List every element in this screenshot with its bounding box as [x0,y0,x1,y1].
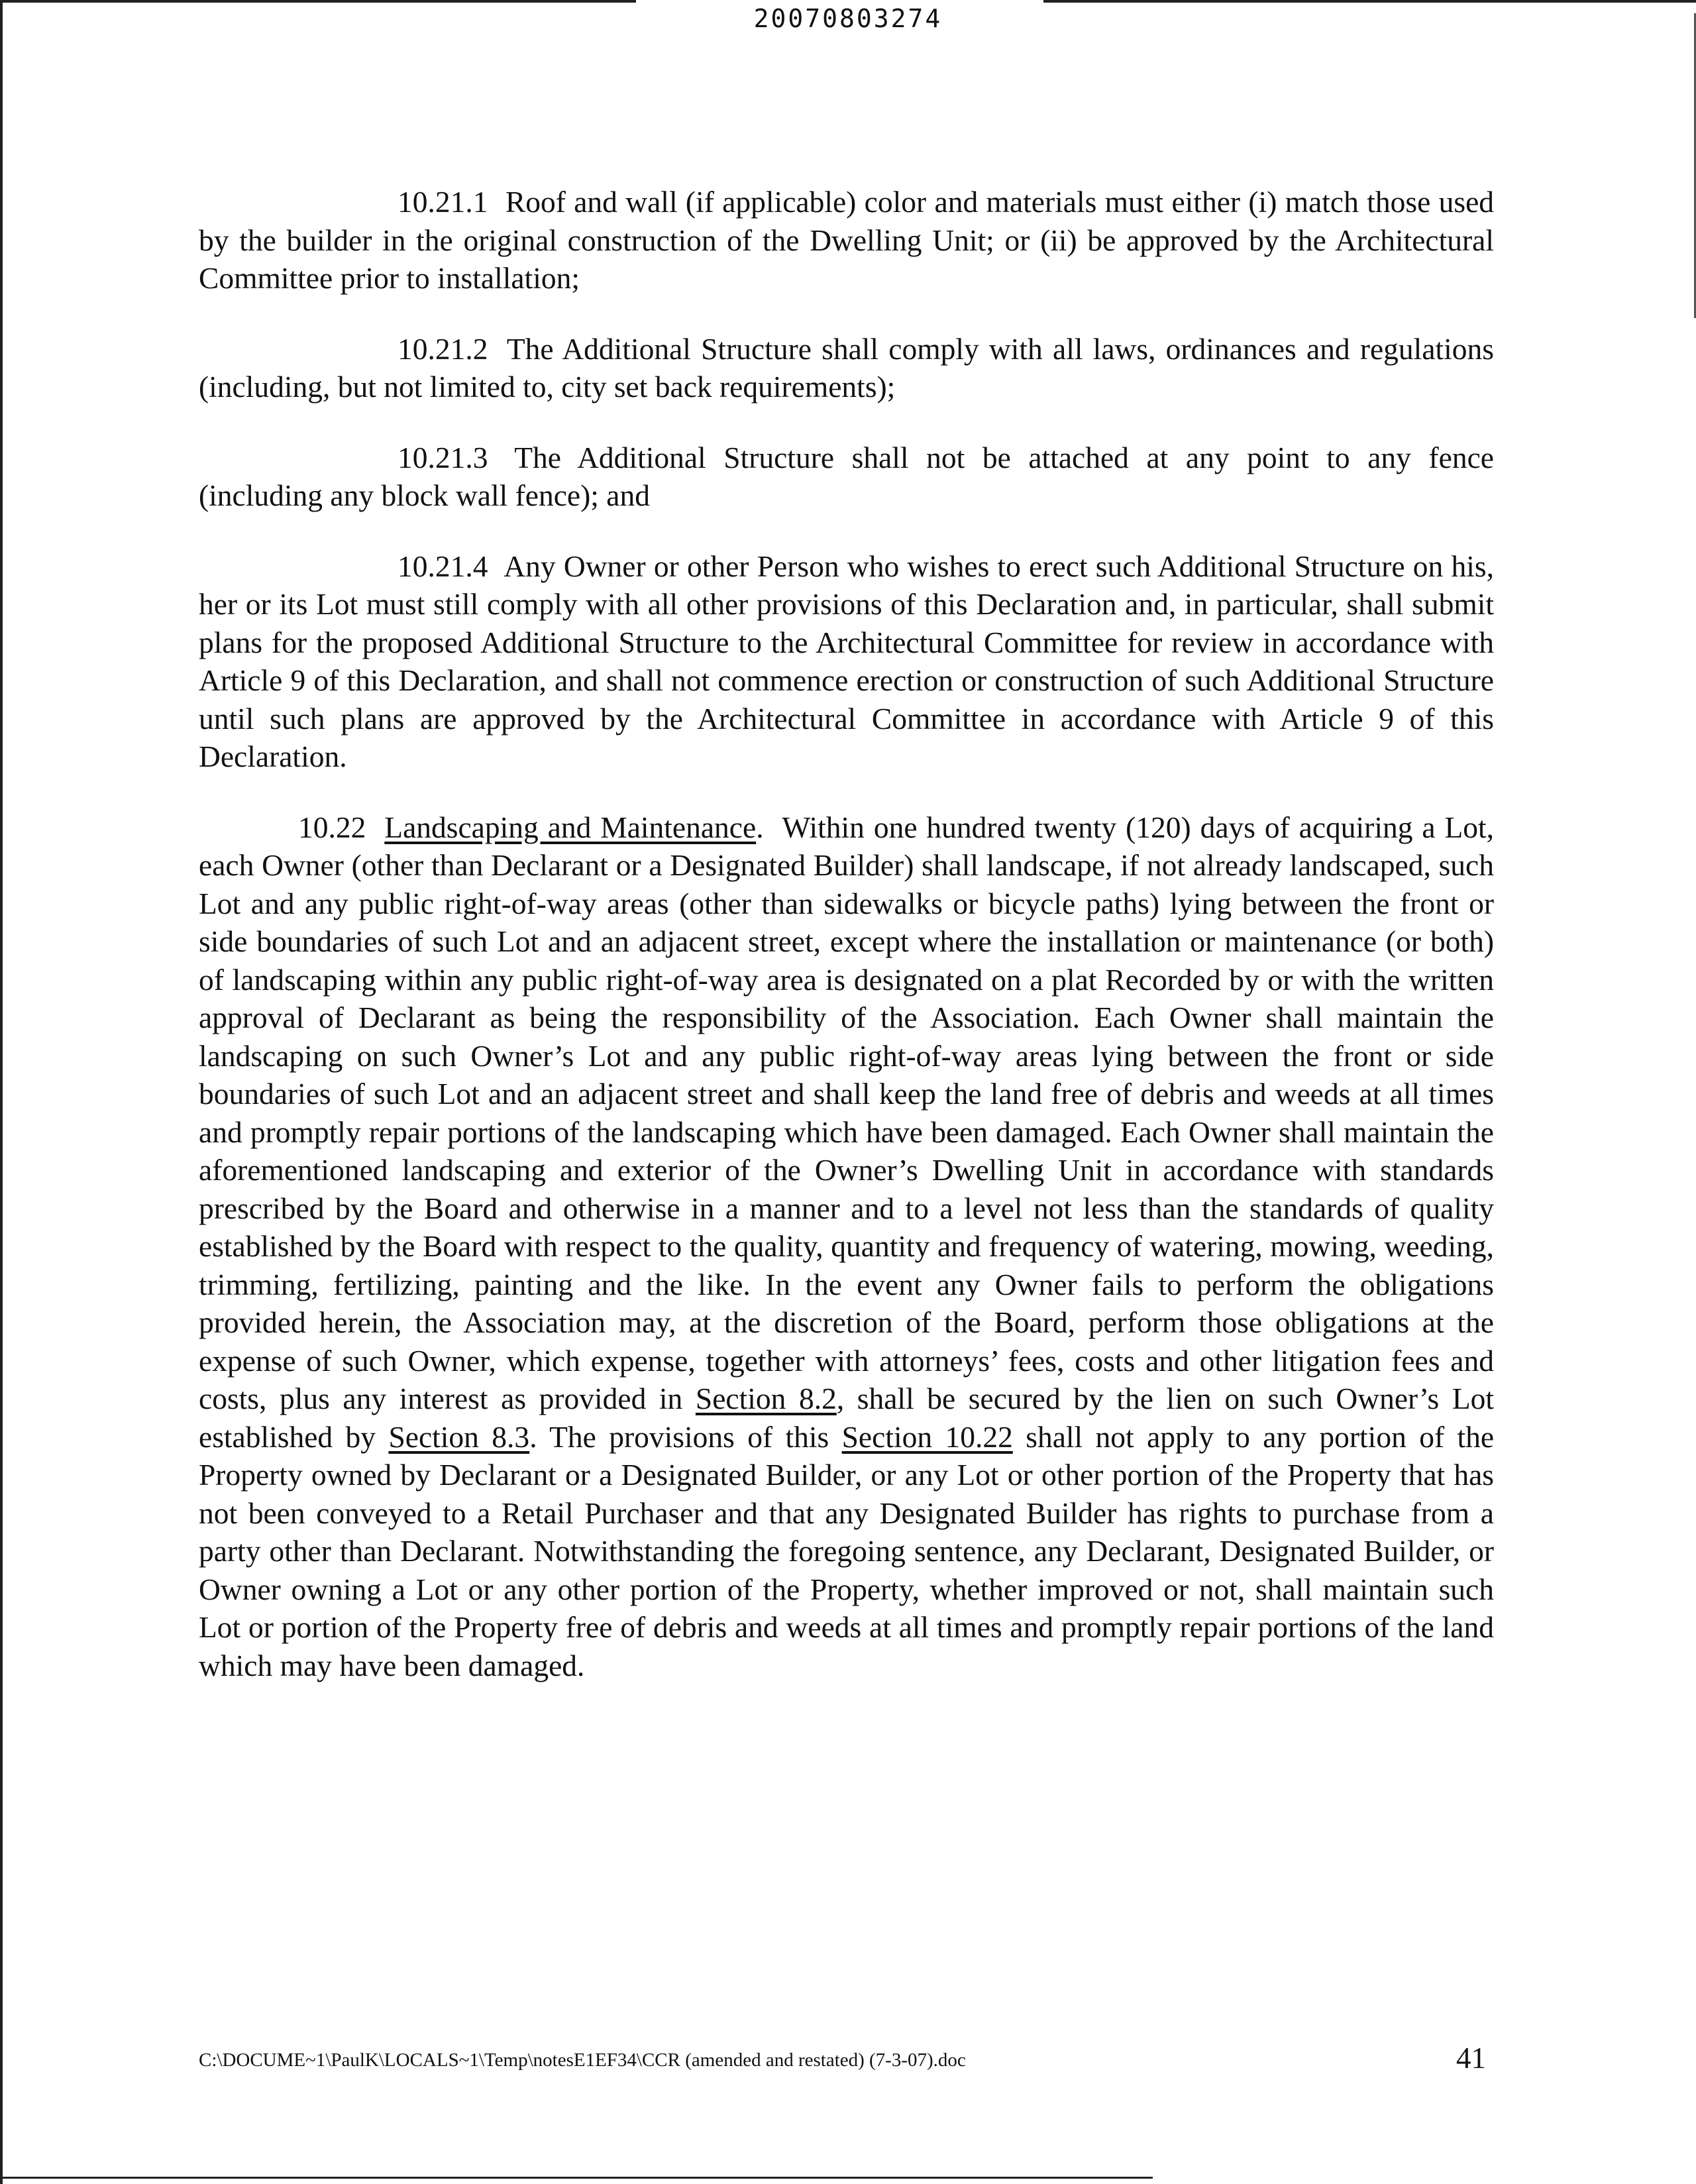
page-number: 41 [1456,2042,1486,2075]
section-number: 10.21.1 [398,185,488,219]
paragraph-text: The Additional Structure shall not be attached at any point to any fence (including any block wall fence); and [199,440,1494,512]
scan-edge-bottom [0,2177,1153,2179]
scan-edge-top-left [0,0,636,3]
paragraph-10-21-1 [199,183,1494,298]
scan-edge-left [0,0,3,2184]
section-reference-8-2: Section 8.2 [695,1382,837,1415]
paragraph-text: Any Owner or other Person who wishes to erect such Additional Structure on his, her or its Lot must still comply with all other provisions of this Declaration and, in particular, shall submit plans for the proposed Additional Structure to the Architectural Committee for review in accordance with Article 9 of this Declaration, and shall not commence erection or construction of such Additional Structure until such plans are approved by the Architectural Committee in accordance with Article 9 of this Declaration. [199,549,1494,773]
section-heading-period: . [756,810,764,844]
paragraph-text-part-d: shall not apply to any portion of the Property owned by Declarant or a Designated Builder, or any Lot or other portion of the Property that has not been conveyed to a Retail Purchaser and that any Designated Builder has rights to purchase from a party other than Declarant. Notwithstanding the foregoing sentence, any Declarant, Designated Builder, or Owner owning a Lot or any other portion of the Property, whether improved or not, shall maintain such Lot or portion of the Property free of debris and weeds at all times and promptly repair portions of the land which may have been damaged. [199,1419,1495,1682]
paragraph-text: The Additional Structure shall comply with all laws, ordinances and regulations (including, but not limited to, city set back requirements); [199,331,1495,404]
paragraph-10-21-3 [199,439,1494,515]
paragraph-10-21-4 [199,547,1494,776]
section-number: 10.21.2 [398,331,488,366]
paragraph-10-21-2 [199,330,1494,406]
footer-file-path: C:\DOCUME~1\PaulK\LOCALS~1\Temp\notesE1EF34\CCR (amended and restated) (7-3-07).doc [199,2049,966,2071]
paragraph-text-part-b: , shall be secured by the lien on such Owner’s Lot established by [199,1382,1495,1454]
section-heading: Landscaping and Maintenance [384,810,757,844]
section-number: 10.21.3 [398,440,488,474]
paragraph-text-part-a: Within one hundred twenty (120) days of acquiring a Lot, each Owner (other than Declarant or a Designated Builder) shall landscape, if not already landscaped, such Lot and any public right-of-way areas (other than sidewalks or bicycle paths) lying between the front or side boundaries of such Lot and an adjacent street, except where the installation or maintenance (or both) of landscaping within any public right-of-way area is designated on a plat Recorded by or with the written approval of Declarant as being the responsibility of the Association. Each Owner shall maintain the landscaping on such Owner’s Lot and any public right-of-way areas lying between the front or side boundaries of such Lot and an adjacent street and shall keep the land free of debris and weeds at all times and promptly repair portions of the landscaping which have been damaged. Each Owner shall maintain the aforementioned landscaping and exterior of the Owner’s Dwelling Unit in accordance with standards prescribed by the Board and otherwise in a manner and to a level not less than the standards of quality established by the Board with respect to the quality, quantity and frequency of watering, mowing, weeding, trimming, fertilizing, painting and the like. In the event any Owner fails to perform the obligations provided herein, the Association may, at the discretion of the Board, perform those obligations at the expense of such Owner, which expense, together with attorneys’ fees, costs and other litigation fees and costs, plus any interest as provided in [199,810,1495,1415]
recording-number: 20070803274 [753,4,943,33]
paragraph-10-22 [199,808,1494,1685]
scan-edge-top-right [1043,0,1696,3]
paragraph-text-part-c: . The provisions of this [529,1419,829,1454]
section-number: 10.22 [298,810,366,844]
section-number: 10.21.4 [398,549,488,583]
section-reference-10-22: Section 10.22 [841,1419,1013,1454]
paragraph-text: Roof and wall (if applicable) color and materials must either (i) match those used by the builder in the original construction of the Dwelling Unit; or (ii) be approved by the Architectural Committee prior to installation; [199,185,1495,295]
section-reference-8-3: Section 8.3 [388,1419,530,1454]
document-body [199,183,1494,1717]
